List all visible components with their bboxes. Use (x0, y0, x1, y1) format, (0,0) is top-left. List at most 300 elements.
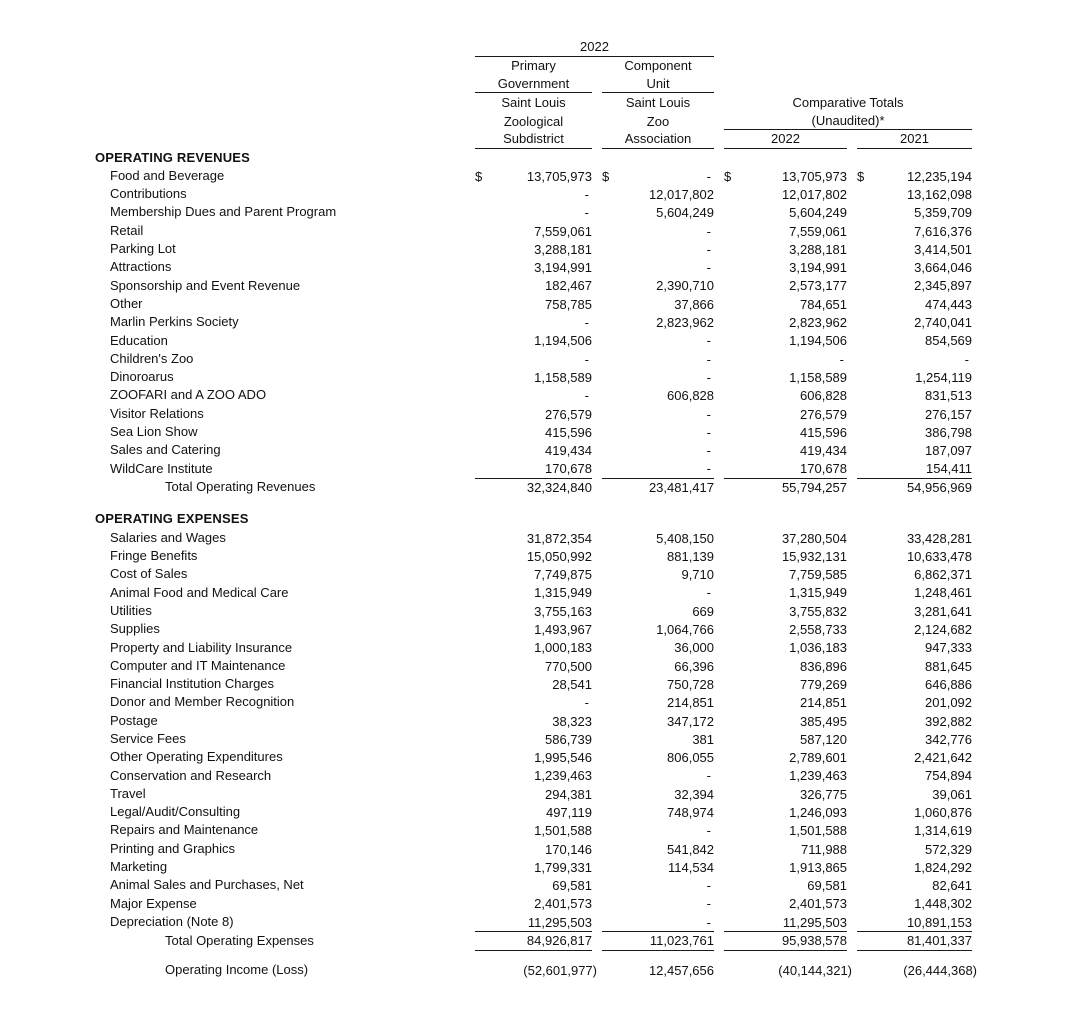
amount: 381 (692, 731, 715, 747)
value-cell (465, 657, 592, 675)
value-cell (714, 547, 847, 565)
value-cell (592, 730, 714, 748)
header-text: 2022 (724, 130, 847, 149)
value-cell (714, 167, 847, 185)
row-label: Utilities (110, 602, 152, 618)
table-row (95, 602, 972, 620)
amount: 1,239,463 (534, 768, 592, 784)
amount: 3,288,181 (534, 241, 592, 257)
value-cell (592, 277, 714, 295)
row-label: Food and Beverage (110, 167, 225, 183)
value-cell (847, 350, 972, 368)
value-cell (592, 478, 714, 497)
value-cell (847, 767, 972, 785)
amount: - (706, 823, 712, 839)
value-cell (847, 277, 972, 295)
value-cell (847, 203, 972, 221)
table-row (95, 529, 972, 547)
amount: 214,851 (667, 695, 715, 711)
amount: 2,823,962 (789, 315, 848, 331)
header-row-group-line1 (95, 57, 972, 75)
value-cell (465, 693, 592, 711)
amount: 11,295,503 (782, 914, 848, 930)
empty-cell (714, 57, 847, 75)
amount: 7,559,061 (789, 223, 848, 239)
row-label: ZOOFARI and A ZOO ADO (110, 387, 267, 403)
value-cell (465, 386, 592, 404)
amount: - (706, 351, 712, 367)
value-cell (714, 478, 847, 497)
amount: 758,785 (545, 296, 592, 312)
amount: 2,789,601 (789, 750, 848, 766)
table-row (95, 675, 972, 693)
table-row (95, 386, 972, 404)
amount: 84,926,817 (526, 933, 592, 949)
dollar-sign: $ (475, 168, 483, 184)
amount: 748,974 (667, 804, 715, 820)
value-cell (847, 639, 972, 657)
value-cell (714, 657, 847, 675)
row-label: WildCare Institute (110, 460, 213, 476)
row-label: Travel (110, 785, 146, 801)
amount: 754,894 (925, 768, 973, 784)
value-cell (592, 350, 714, 368)
amount: - (706, 585, 712, 601)
amount: 23,481,417 (648, 479, 715, 495)
amount: 1,314,619 (914, 823, 973, 839)
value-cell (465, 313, 592, 331)
amount: 54,956,969 (906, 479, 973, 495)
value-cell (592, 222, 714, 240)
table-row (95, 767, 972, 785)
amount: 15,050,992 (526, 548, 592, 564)
value-cell (847, 840, 972, 858)
row-label: Sponsorship and Event Revenue (110, 277, 301, 293)
value-cell (847, 478, 972, 497)
amount: 7,616,376 (914, 223, 973, 239)
value-cell (465, 840, 592, 858)
amount: 170,146 (545, 841, 592, 857)
table-row (95, 657, 972, 675)
table-row (95, 639, 972, 657)
table-row (95, 258, 972, 276)
amount: 415,596 (545, 424, 592, 440)
component-unit-header (592, 75, 714, 94)
amount: 326,775 (800, 786, 848, 802)
row-label: OPERATING EXPENSES (95, 511, 249, 527)
amount: 276,579 (800, 406, 848, 422)
amount: 770,500 (545, 658, 592, 674)
amount: 81,401,337 (906, 933, 973, 949)
amount: 276,157 (925, 406, 973, 422)
value-cell (465, 620, 592, 638)
amount: 3,194,991 (789, 260, 848, 276)
value-cell (465, 785, 592, 803)
table-row (95, 712, 972, 730)
value-cell (465, 895, 592, 913)
dollar-sign: $ (857, 168, 865, 184)
amount: (26,444,368) (903, 962, 978, 978)
row-label: Animal Food and Medical Care (110, 584, 289, 600)
header-row-entity-line1 (95, 93, 972, 111)
amount: 13,705,973 (781, 168, 848, 184)
row-label: Fringe Benefits (110, 548, 198, 564)
empty-cell (95, 38, 465, 57)
value-cell (714, 441, 847, 459)
value-cell (465, 803, 592, 821)
row-label: Parking Lot (110, 241, 176, 257)
amount: 419,434 (800, 443, 848, 459)
amount: 1,254,119 (915, 369, 973, 385)
value-cell (714, 277, 847, 295)
value-cell (847, 423, 972, 441)
value-cell (465, 565, 592, 583)
value-cell (465, 961, 597, 979)
value-cell (714, 961, 853, 979)
amount: 170,678 (800, 461, 848, 477)
value-cell (465, 675, 592, 693)
value-cell (847, 748, 972, 766)
empty-cell (95, 93, 465, 111)
component-unit-header (592, 57, 714, 75)
value-cell (465, 602, 592, 620)
empty-cell (714, 149, 847, 167)
value-cell (592, 258, 714, 276)
value-cell (714, 332, 847, 350)
value-cell (714, 423, 847, 441)
value-cell (592, 693, 714, 711)
total-row (95, 478, 972, 497)
amount: 2,124,682 (914, 622, 973, 638)
amount: 12,017,802 (781, 186, 848, 202)
amount: - (964, 351, 970, 367)
amount: - (706, 461, 712, 477)
value-cell (592, 405, 714, 423)
value-cell (465, 858, 592, 876)
value-cell (714, 639, 847, 657)
row-label: Depreciation (Note 8) (110, 913, 234, 929)
value-cell (465, 240, 592, 258)
value-cell (592, 712, 714, 730)
amount: - (584, 388, 589, 404)
amount: - (706, 878, 712, 894)
value-cell (465, 730, 592, 748)
value-cell (847, 785, 972, 803)
value-cell (592, 441, 714, 459)
table-row (95, 203, 972, 221)
row-label: Sea Lion Show (110, 424, 198, 440)
amount: 419,434 (545, 443, 592, 459)
amount: 2,573,177 (789, 278, 848, 294)
header-text: (Unaudited)* (724, 112, 972, 131)
row-label: Other Operating Expenditures (110, 749, 283, 765)
empty-cell (847, 38, 972, 57)
amount: 13,162,098 (906, 186, 973, 202)
value-cell (592, 295, 714, 313)
row-label: Retail (110, 222, 144, 238)
section-header (95, 510, 972, 528)
value-cell (714, 565, 847, 583)
value-cell (592, 895, 714, 913)
row-label: Salaries and Wages (110, 529, 226, 545)
value-cell (714, 895, 847, 913)
value-cell (847, 240, 972, 258)
amount: 3,288,181 (789, 241, 848, 257)
header-text: Component (624, 58, 692, 74)
amount: 1,995,546 (534, 750, 592, 766)
value-cell (465, 639, 592, 657)
value-cell (714, 730, 847, 748)
spacer-row (95, 496, 972, 510)
amount: - (706, 333, 712, 349)
value-cell (465, 258, 592, 276)
value-cell (847, 803, 972, 821)
amount: 1,239,463 (789, 768, 848, 784)
amount: 294,381 (545, 786, 592, 802)
value-cell (847, 620, 972, 638)
empty-cell (95, 112, 465, 131)
value-cell (592, 675, 714, 693)
header-text: Association (602, 130, 714, 149)
value-cell (847, 167, 972, 185)
empty-cell (847, 510, 972, 528)
table-row (95, 876, 972, 894)
value-cell (847, 441, 972, 459)
row-label: Legal/Audit/Consulting (110, 804, 241, 820)
empty-cell (847, 75, 972, 94)
amount: 1,246,093 (789, 804, 848, 820)
empty-cell (714, 75, 847, 94)
value-cell (714, 258, 847, 276)
amount: 2,558,733 (789, 622, 848, 638)
table-row (95, 821, 972, 839)
amount: 3,194,991 (534, 260, 592, 276)
value-cell (592, 913, 714, 931)
amount: 9,710 (681, 567, 715, 583)
value-cell (714, 405, 847, 423)
row-label: Donor and Member Recognition (110, 694, 295, 710)
primary-government-header (465, 57, 592, 75)
value-cell (592, 876, 714, 894)
amount: - (706, 241, 712, 257)
value-cell (714, 584, 847, 602)
header-text: Comparative Totals (792, 95, 904, 111)
amount: 11,023,761 (649, 933, 715, 949)
amount: 170,678 (545, 461, 592, 477)
value-cell (714, 240, 847, 258)
table-row (95, 565, 972, 583)
amount: 784,651 (800, 296, 848, 312)
value-cell (847, 547, 972, 565)
amount: - (584, 186, 589, 202)
amount: 12,457,656 (648, 962, 715, 978)
value-cell (465, 821, 592, 839)
comparative-totals-header (714, 93, 972, 111)
amount: - (706, 914, 712, 930)
value-cell (465, 332, 592, 350)
table-row (95, 748, 972, 766)
amount: 392,882 (925, 713, 973, 729)
amount: 1,248,461 (914, 585, 973, 601)
row-label: OPERATING REVENUES (95, 149, 251, 165)
value-cell (847, 368, 972, 386)
amount: - (706, 223, 712, 239)
amount: 541,842 (667, 841, 715, 857)
value-cell (714, 602, 847, 620)
header-text: 2021 (857, 130, 972, 149)
table-row (95, 332, 972, 350)
section-header (95, 149, 972, 167)
table-row (95, 895, 972, 913)
value-cell (592, 931, 714, 951)
amount: 1,064,766 (656, 622, 715, 638)
value-cell (714, 803, 847, 821)
value-cell (592, 840, 714, 858)
empty-cell (95, 57, 465, 75)
value-cell (714, 620, 847, 638)
amount: 37,866 (674, 296, 715, 312)
amount: 36,000 (674, 640, 715, 656)
value-cell (592, 858, 714, 876)
amount: 5,408,150 (656, 530, 715, 546)
dollar-sign: $ (602, 168, 610, 184)
amount: 342,776 (925, 731, 973, 747)
value-cell (465, 441, 592, 459)
value-cell (847, 258, 972, 276)
table-row (95, 405, 972, 423)
value-cell (465, 295, 592, 313)
amount: - (584, 695, 589, 711)
amount: 1,158,589 (789, 369, 848, 385)
empty-cell (465, 149, 592, 167)
amount: 66,396 (674, 658, 715, 674)
amount: 836,896 (800, 658, 848, 674)
value-cell (465, 167, 592, 185)
amount: (52,601,977) (523, 962, 597, 978)
row-label: Visitor Relations (110, 405, 204, 421)
amount: 347,172 (667, 713, 715, 729)
amount: 37,280,504 (781, 530, 848, 546)
row-label: Total Operating Expenses (165, 933, 314, 949)
value-cell (847, 657, 972, 675)
amount: 854,569 (925, 333, 973, 349)
amount: 750,728 (667, 676, 715, 692)
amount: 5,604,249 (656, 205, 715, 221)
row-label: Education (110, 332, 168, 348)
value-cell (714, 350, 847, 368)
value-cell (592, 584, 714, 602)
table-row (95, 840, 972, 858)
empty-cell (714, 510, 847, 528)
comparative-year-2022-header (714, 130, 847, 149)
amount: 3,664,046 (914, 260, 973, 276)
row-label: Computer and IT Maintenance (110, 657, 286, 673)
amount: 55,794,257 (781, 479, 848, 495)
value-cell (465, 203, 592, 221)
header-row-entity-line3 (95, 130, 972, 149)
value-cell (465, 529, 592, 547)
amount: 28,541 (552, 676, 592, 692)
association-header (592, 93, 714, 111)
amount: 154,411 (925, 461, 973, 477)
amount: 2,401,573 (789, 896, 848, 912)
amount: 474,443 (925, 296, 973, 312)
amount: 1,824,292 (914, 859, 973, 875)
value-cell (592, 961, 714, 979)
amount: 7,759,585 (789, 567, 848, 583)
value-cell (847, 931, 972, 951)
value-cell (847, 858, 972, 876)
value-cell (714, 368, 847, 386)
value-cell (714, 858, 847, 876)
header-text: Government (475, 75, 592, 94)
value-cell (847, 405, 972, 423)
amount: 1,315,949 (534, 585, 592, 601)
amount: - (584, 205, 589, 221)
spacer-cell (95, 951, 972, 961)
amount: 415,596 (800, 424, 848, 440)
value-cell (714, 931, 847, 951)
header-text: Zoo (646, 113, 670, 129)
amount: (40,144,321) (778, 962, 853, 978)
amount: 711,988 (800, 841, 848, 857)
value-cell (592, 547, 714, 565)
row-label: Repairs and Maintenance (110, 822, 259, 838)
value-cell (847, 876, 972, 894)
amount: - (584, 351, 589, 367)
amount: 201,092 (925, 695, 973, 711)
value-cell (465, 350, 592, 368)
amount: 7,559,061 (534, 223, 592, 239)
amount: 38,323 (552, 713, 592, 729)
row-label: Financial Institution Charges (110, 676, 275, 692)
table-row (95, 295, 972, 313)
amount: 1,501,588 (789, 823, 848, 839)
amount: 2,401,573 (534, 896, 592, 912)
value-cell (847, 313, 972, 331)
amount: - (706, 260, 712, 276)
amount: - (706, 424, 712, 440)
amount: 1,493,967 (534, 622, 592, 638)
empty-cell (592, 149, 714, 167)
amount: 15,932,131 (781, 548, 848, 564)
amount: 386,798 (925, 424, 973, 440)
value-cell (465, 767, 592, 785)
empty-cell (592, 510, 714, 528)
value-cell (465, 478, 592, 497)
value-cell (847, 460, 972, 478)
header-text: Zoological (503, 113, 564, 129)
value-cell (465, 423, 592, 441)
amount: 779,269 (800, 676, 848, 692)
amount: 2,740,041 (914, 315, 973, 331)
header-text: Subdistrict (475, 130, 592, 149)
table-row (95, 240, 972, 258)
spacer-cell (95, 496, 972, 510)
row-label: Marlin Perkins Society (110, 314, 239, 330)
empty-cell (95, 130, 465, 149)
amount: 1,194,506 (789, 333, 848, 349)
amount: 33,428,281 (906, 530, 973, 546)
table-row (95, 803, 972, 821)
header-text: Unit (602, 75, 714, 94)
value-cell (847, 693, 972, 711)
value-cell (714, 821, 847, 839)
value-cell (714, 693, 847, 711)
amount: 606,828 (667, 388, 715, 404)
amount: 69,581 (807, 878, 848, 894)
total-row (95, 931, 972, 951)
